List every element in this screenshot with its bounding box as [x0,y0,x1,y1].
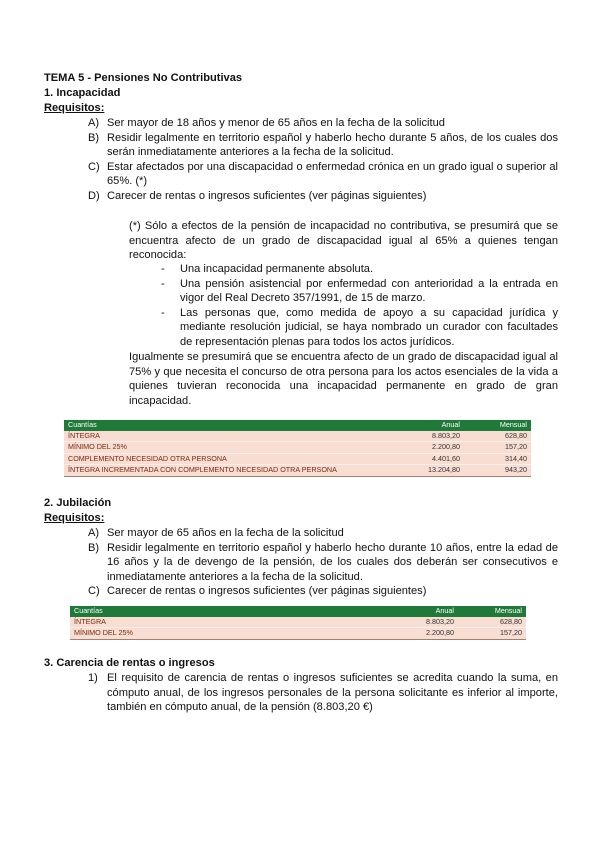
column-header: Mensual [458,606,526,617]
list-item-text: Una incapacidad permanente absoluta. [180,263,374,275]
table-cell: 157,20 [464,442,531,454]
table-cell: 628,80 [458,617,526,628]
table-row [70,617,526,628]
table-cell: 943,20 [464,465,531,477]
table-cell: ÍNTEGRA INCREMENTADA CON COMPLEMENTO NECESIDAD OTRA PERSONA [64,465,400,477]
table-row [64,442,531,454]
list-item-text: Residir legalmente en territorio español y haberlo hecho durante 10 años, entre la edad de 16 años y la de devengo de la pensión, de los cuales dos deberán ser consecutivos e inmediatamente anteriores a la fecha de la solicitud. [107,541,558,583]
section-2-requirements-label: Requisitos: [44,512,105,524]
table-cell: ÍNTEGRA [64,431,400,442]
column-header: Mensual [464,420,531,431]
list-item [88,671,558,715]
section-3-heading: 3. Carencia de rentas o ingresos [44,657,215,669]
list-item-text: Residir legalmente en territorio español y haberlo hecho durante 5 años, de los cuales dos serán inmediatamente anteriores a la fecha de la solicitud. [107,131,558,159]
list-item-text: Ser mayor de 65 años en la fecha de la solicitud [107,527,344,539]
list-marker: C) [88,160,100,173]
dash-marker: - [161,306,165,319]
list-marker: A) [88,527,100,539]
list-item-text: El requisito de carencia de rentas o ingresos suficientes se acredita cuando la suma, en cómputo anual, de los ingresos personales de la persona solicitante es inferior al importe, también en cómputo anual, de la pensión (8.803,20 €) [107,672,558,714]
section-1-requirements-list [88,116,558,204]
incapacity-note-list [161,262,558,350]
column-header: Anual [408,606,458,617]
column-header: Cuantías [64,420,400,431]
section-3-list [88,671,558,715]
table-cell: 4.401,60 [400,453,464,465]
section-1-requirements-label: Requisitos: [44,102,105,114]
section-2-heading: 2. Jubilación [44,497,112,509]
table-cell: 157,20 [458,628,526,640]
table-row [70,628,526,640]
table-cell: 628,80 [464,431,531,442]
table-row [64,465,531,477]
incapacity-note-conclusion: Igualmente se presumirá que se encuentra afecto de un grado de discapacidad igual al 75% y que necesita el concurso de otra persona para los actos esenciales de la vida a quienes tuvieran reconocida una incapacidad permanente en grado de gran incapacidad. [129,351,558,407]
table-header-row [70,606,526,617]
dash-marker: - [161,277,165,290]
table-cell: COMPLEMENTO NECESIDAD OTRA PERSONA [64,453,400,465]
list-item [88,526,558,541]
list-item-text: Ser mayor de 18 años y menor de 65 años en la fecha de la solicitud [107,117,445,129]
column-header: Anual [400,420,464,431]
table-cell: 314,40 [464,453,531,465]
list-marker: B) [88,131,100,144]
list-item-text: Las personas que, como medida de apoyo a su capacidad jurídica y mediante resolución judicial, se haya nombrado un curador con facultades de representación plenas para todos los actos jurídicos. [180,306,558,348]
table-cell: 8.803,20 [400,431,464,442]
list-item [88,541,558,585]
list-marker: A) [88,117,100,129]
incapacity-amounts-table [64,420,531,477]
table-cell: ÍNTEGRA [70,617,408,628]
list-item-text: Carecer de rentas o ingresos suficientes (ver páginas siguientes) [107,189,427,202]
list-item [88,584,558,599]
list-item [88,131,558,160]
section-2-requirements-list [88,526,558,599]
list-item [88,116,558,131]
table-cell: 8.803,20 [408,617,458,628]
table-row [64,453,531,465]
table-row [64,431,531,442]
list-item [161,262,558,277]
table-cell: 13.204,80 [400,465,464,477]
table-cell: MÍNIMO DEL 25% [64,442,400,454]
list-item [88,160,558,189]
list-item-text: Una pensión asistencial por enfermedad con anterioridad a la entrada en vigor del Real Decreto 357/1991, de 15 de marzo. [180,277,558,305]
section-1-heading: 1. Incapacidad [44,87,121,99]
document-title: TEMA 5 - Pensiones No Contributivas [44,72,243,84]
dash-marker: - [161,263,165,275]
table-cell: 2.200,80 [408,628,458,640]
list-marker: 1) [88,672,98,684]
table-cell: MÍNIMO DEL 25% [70,628,408,640]
list-marker: B) [88,541,100,554]
list-item-text: Estar afectados por una discapacidad o enfermedad crónica en un grado igual o superior al 65%. (*) [107,160,558,188]
list-marker: C) [88,585,100,598]
column-header: Cuantías [70,606,408,617]
list-item-text: Carecer de rentas o ingresos suficientes (ver páginas siguientes) [107,585,427,598]
table-header-row [64,420,531,431]
retirement-amounts-table [70,606,526,640]
table-cell: 2.200,80 [400,442,464,454]
list-item [161,277,558,306]
list-item [88,189,558,204]
list-item [161,306,558,350]
incapacity-note-intro: (*) Sólo a efectos de la pensión de incapacidad no contributiva, se presumirá que se encuentra afecto de un grado de discapacidad igual al 65% a quienes tengan reconocida: [129,220,558,262]
list-marker: D) [88,189,100,202]
